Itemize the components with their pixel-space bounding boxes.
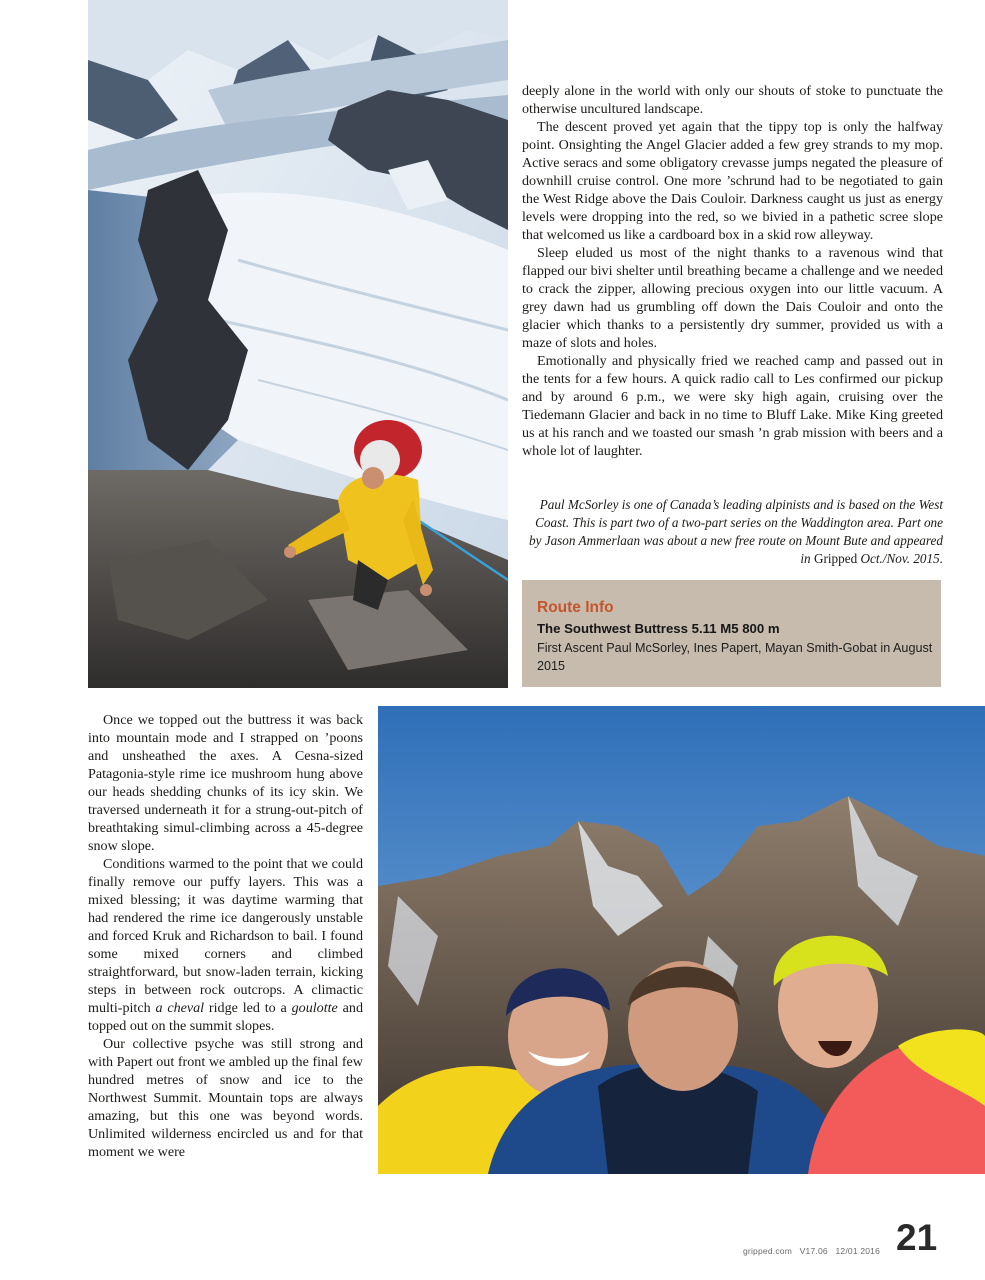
article-paragraph: deeply alone in the world with only our shouts of stoke to punctuate the otherwise uncultured landscape. <box>522 83 943 117</box>
page-number: 21 <box>896 1217 938 1258</box>
author-bio-text: Paul McSorley is one of Canada’s leading alpinists and is based on the West Coast. This is part two of a two-part series on the Waddington area. Part one by Jason Ammerlaan was about a new free route on Mount Bute and appeared in <box>528 497 943 566</box>
route-name: The Southwest Buttress 5.11 M5 800 m <box>537 621 780 636</box>
article-right-column <box>522 82 943 460</box>
article-paragraph: The descent proved yet again that the tippy top is only the halfway point. Onsighting the Angel Glacier added a few grey strands to my mop. Active seracs and some obligatory crevasse jumps negated the pleasure of downhill cruise control. One more ’schrund had to be negotiated to gain the West Ridge above the Dais Couloir. Darkness caught us just as energy levels were dropping into the red, so we bivied in a pathetic scree slope that welcomed us like a cardboard box in a skid row alleyway. <box>522 119 943 243</box>
article-paragraph: Conditions warmed to the point that we could finally remove our puffy layers. This was a mixed blessing; it was daytime warming that had rendered the rime ice dangerously unstable and forced Kruk and Richardson to bail. I found some mixed corners and climbed straightforward, but snow-laden terrain, kicking steps in between rock outcrops. A climactic multi-pitch a cheval ridge led to a goulotte and topped out on the summit slopes. <box>88 856 363 1034</box>
magazine-name: Gripped <box>813 551 858 566</box>
route-info-box <box>522 580 941 687</box>
route-info-title: Route Info <box>537 599 614 616</box>
article-paragraph: Sleep eluded us most of the night thanks to a ravenous wind that flapped our bivi shelter until breathing became a challenge and we needed to crack the zipper, allowing precious oxygen into our little vacuum. A grey dawn had us grumbling off down the Dais Couloir and onto the glacier which thanks to a persistently dry summer, provided us with a maze of slots and holes. <box>522 245 943 351</box>
issue-reference: Oct./Nov. 2015. <box>860 551 943 566</box>
volume-number: V17.06 <box>799 1246 828 1256</box>
author-bio <box>522 496 943 568</box>
article-paragraph: Once we topped out the buttress it was back into mountain mode and I strapped on ’poons and unsheathed the axes. A Cesna-sized Patagonia-style rime ice mushroom hung above our heads shedding chunks of its icy skin. We traversed underneath it for a strung-out-pitch of breathtaking simul-climbing across a 45-degree snow slope. <box>88 712 363 854</box>
article-paragraph: Emotionally and physically fried we reached camp and passed out in the tents for a few hours. A quick radio call to Les confirmed our pickup and by around 6 p.m., we were sky high again, cruising over the Tiedemann Glacier and back in no time to Bluff Lake. Mike King greeted us at his ranch and we toasted our smash ’n grab mission with beers and a whole lot of laughter. <box>522 353 943 459</box>
italic-term: goulotte <box>291 1000 338 1016</box>
italic-term: a cheval <box>155 1000 205 1016</box>
article-left-column <box>88 711 363 1161</box>
folio-line <box>743 1246 880 1256</box>
article-paragraph: Our collective psyche was still strong and with Papert out front we ambled up the final few hundred metres of snow and ice to the Northwest Summit. Mountain tops are always amazing, but this one was beyond words. Unlimited wilderness encircled us and for that moment we were <box>88 1036 363 1160</box>
climber-glacier-photo <box>88 0 508 688</box>
first-ascent-text: First Ascent Paul McSorley, Ines Papert, Mayan Smith-Gobat in August 2015 <box>537 641 933 673</box>
site-url: gripped.com <box>743 1246 792 1256</box>
summit-selfie-photo <box>378 706 985 1174</box>
issue-date: 12/01 2016 <box>835 1246 881 1256</box>
